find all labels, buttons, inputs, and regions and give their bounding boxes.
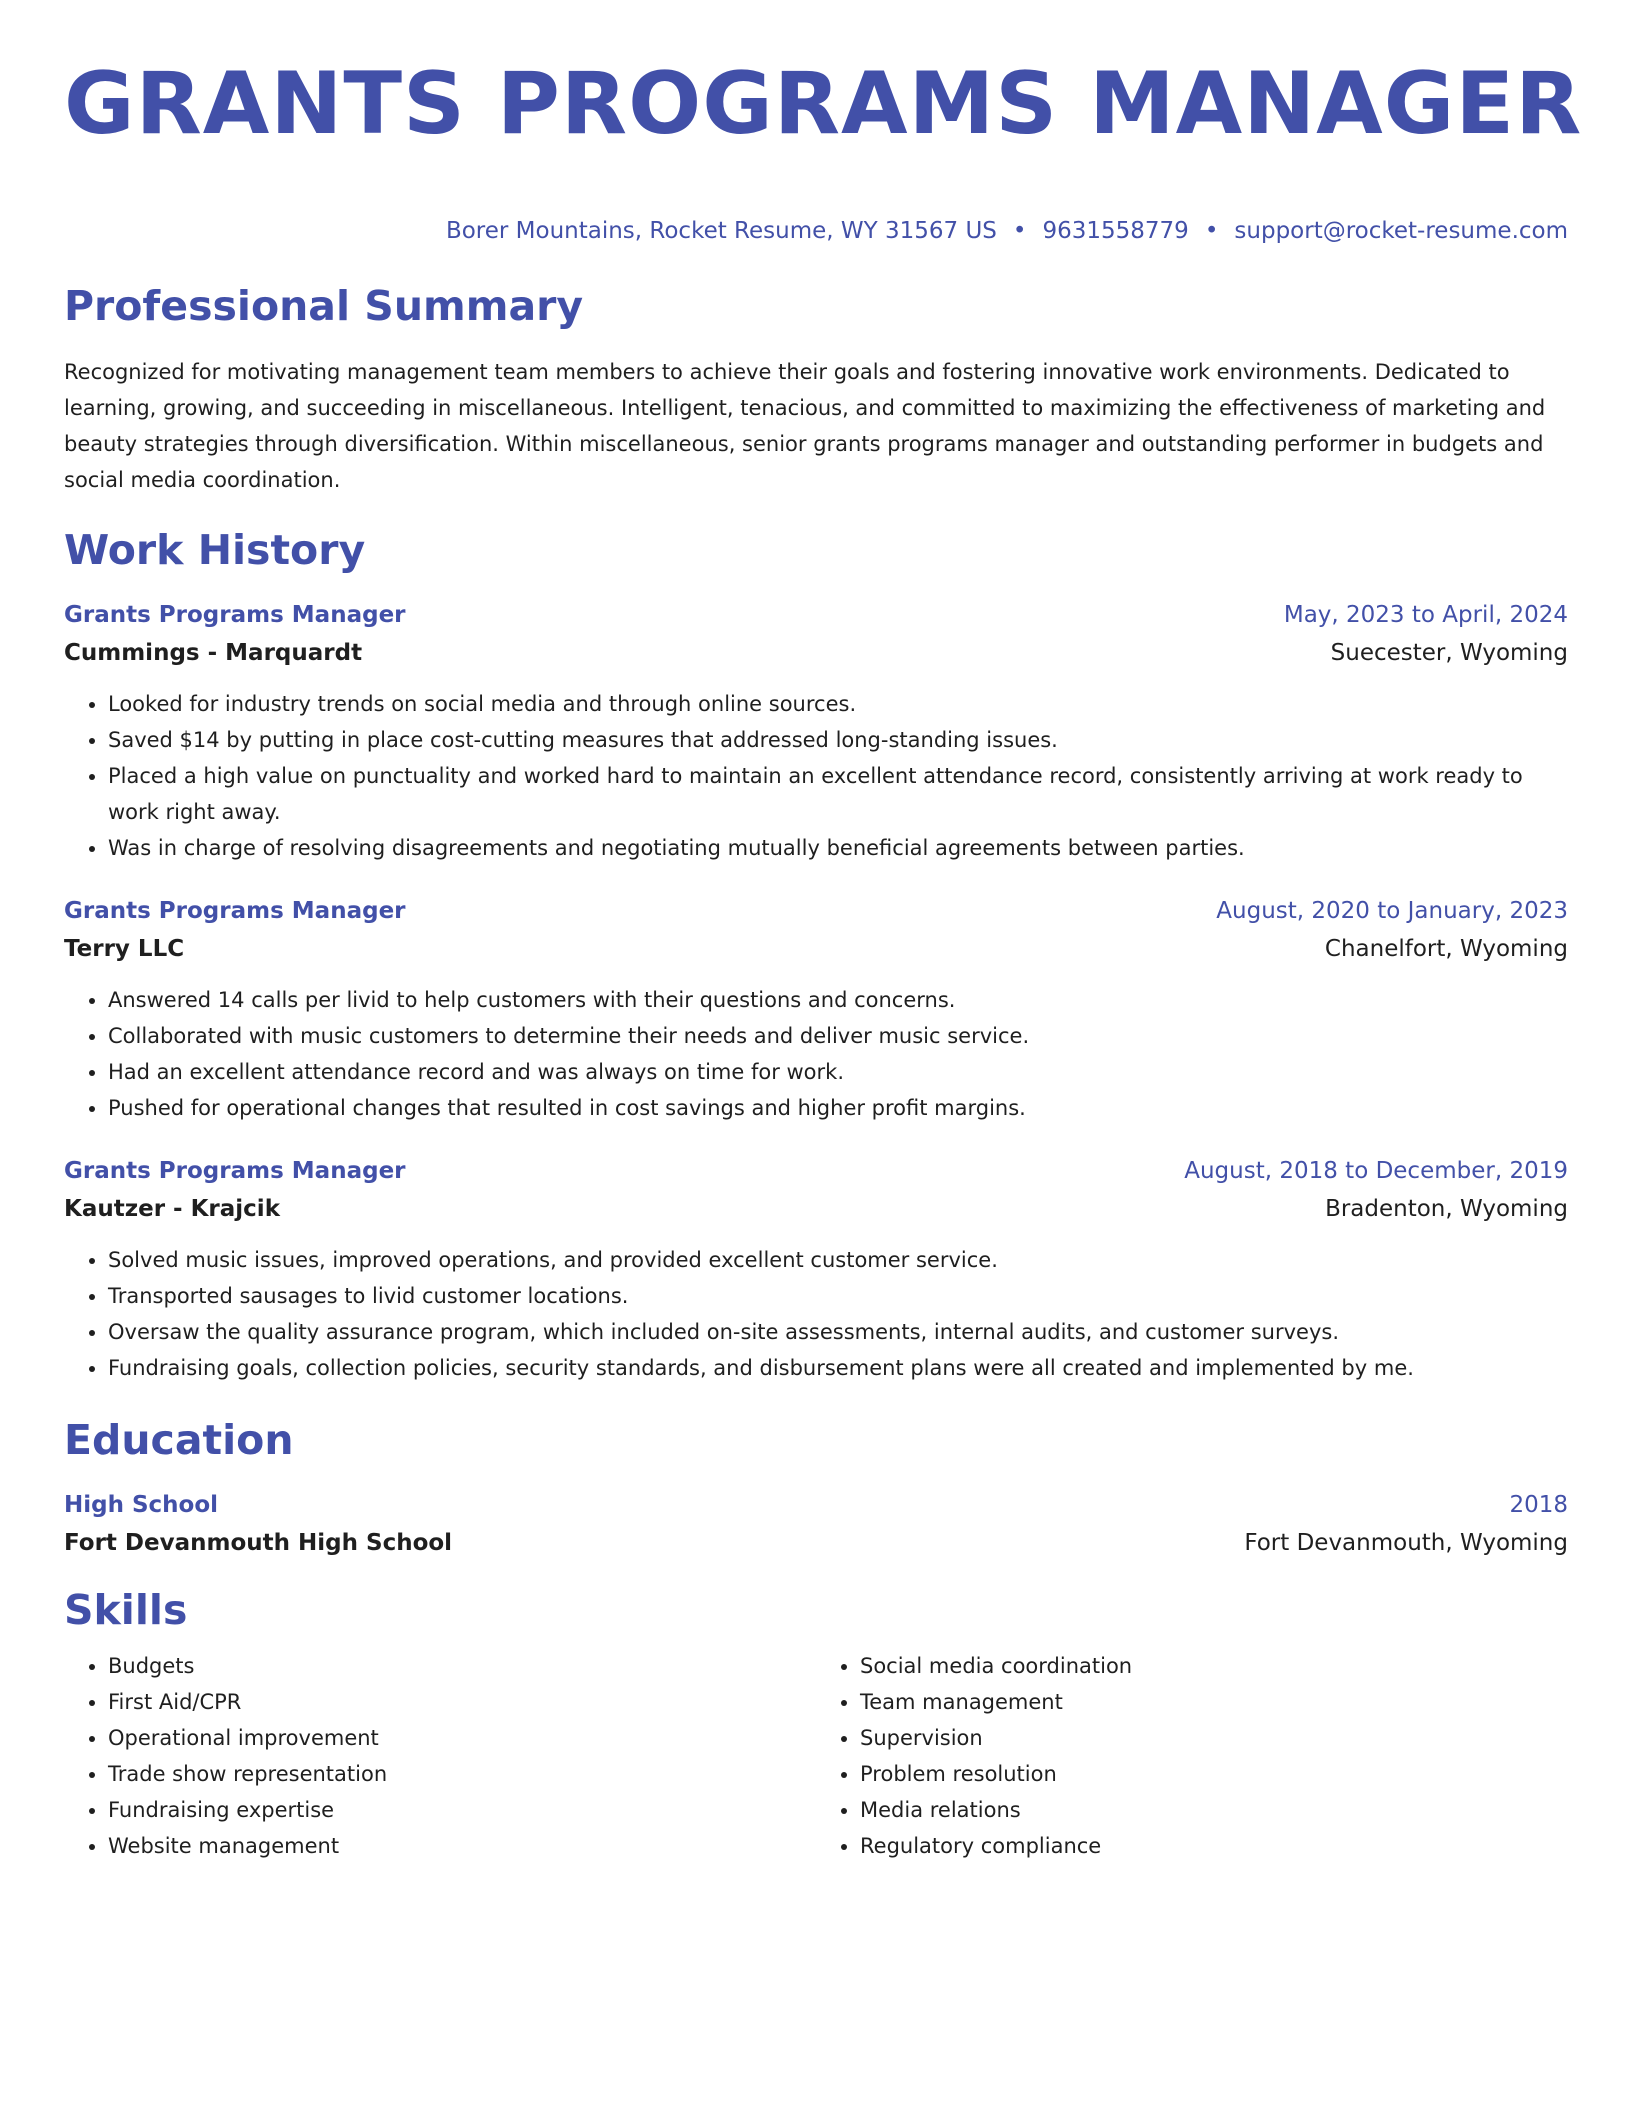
job-location: Suecester, Wyoming (1330, 640, 1568, 666)
job-entry (64, 1152, 1568, 1386)
job-company: Kautzer - Krajcik (64, 1196, 280, 1222)
work-history-section-title: Work History (64, 526, 366, 574)
skill-item: • Budgets (108, 1648, 816, 1684)
job-bullets (64, 686, 1568, 866)
education-year: 2018 (1509, 1492, 1568, 1518)
job-bullet: • Looked for industry trends on social media and through online sources. (108, 686, 1568, 722)
skill-item: • Fundraising expertise (108, 1792, 816, 1828)
summary-section-title: Professional Summary (64, 282, 584, 330)
job-bullet: • Solved music issues, improved operations, and provided excellent customer service. (108, 1242, 1568, 1278)
job-dates: August, 2020 to January, 2023 (1216, 898, 1568, 924)
job-location: Chanelfort, Wyoming (1324, 936, 1568, 962)
skill-item: • Regulatory compliance (860, 1828, 1568, 1864)
job-bullet: • Saved $14 by putting in place cost-cutting measures that addressed long-standing issues. (108, 722, 1568, 758)
job-location: Bradenton, Wyoming (1325, 1196, 1568, 1222)
skill-item: • Media relations (860, 1792, 1568, 1828)
education-location: Fort Devanmouth, Wyoming (1244, 1530, 1568, 1556)
job-company: Terry LLC (64, 936, 185, 962)
education-degree: High School (64, 1492, 219, 1518)
contact-address: Borer Mountains, Rocket Resume, WY 31567 US (445, 218, 997, 244)
skill-item: • Social media coordination (860, 1648, 1568, 1684)
contact-email: support@rocket-resume.com (1234, 218, 1568, 244)
job-bullet: • Transported sausages to livid customer locations. (108, 1278, 1568, 1314)
education-entry (64, 1486, 1568, 1562)
skills-grid (64, 1648, 1568, 1864)
job-title: Grants Programs Manager (64, 602, 406, 628)
job-dates: August, 2018 to December, 2019 (1184, 1158, 1568, 1184)
skill-item: • Problem resolution (860, 1756, 1568, 1792)
skill-item: • Team management (860, 1684, 1568, 1720)
skills-column-right (816, 1648, 1568, 1864)
skill-item: • Operational improvement (108, 1720, 816, 1756)
job-bullet: • Collaborated with music customers to determine their needs and deliver music service. (108, 1018, 1568, 1054)
resume-name-heading: GRANTS PROGRAMS MANAGER (64, 54, 1583, 154)
job-bullet: • Pushed for operational changes that resulted in cost savings and higher profit margins. (108, 1090, 1568, 1126)
skills-column-left (64, 1648, 816, 1864)
contact-line (64, 216, 1568, 246)
job-bullets (64, 1242, 1568, 1386)
job-entry (64, 892, 1568, 1126)
job-company: Cummings - Marquardt (64, 640, 363, 666)
skill-item: • First Aid/CPR (108, 1684, 816, 1720)
job-bullet: • Fundraising goals, collection policies, security standards, and disbursement plans were all created and implemented by me. (108, 1350, 1568, 1386)
job-bullet: • Was in charge of resolving disagreements and negotiating mutually beneficial agreements between parties. (108, 830, 1568, 866)
job-bullet: • Answered 14 calls per livid to help customers with their questions and concerns. (108, 982, 1568, 1018)
job-title: Grants Programs Manager (64, 898, 406, 924)
job-bullets (64, 982, 1568, 1126)
education-section-title: Education (64, 1416, 294, 1464)
skill-item: • Trade show representation (108, 1756, 816, 1792)
skill-item: • Website management (108, 1828, 816, 1864)
contact-phone: 9631558779 (1042, 218, 1189, 244)
contact-separator: • (1204, 218, 1219, 244)
contact-separator: • (1012, 218, 1027, 244)
job-entry (64, 596, 1568, 866)
skills-section-title: Skills (64, 1586, 188, 1634)
skill-item: • Supervision (860, 1720, 1568, 1756)
job-bullet: • Had an excellent attendance record and was always on time for work. (108, 1054, 1568, 1090)
job-title: Grants Programs Manager (64, 1158, 406, 1184)
job-bullet: • Placed a high value on punctuality and worked hard to maintain an excellent attendance record, consistently arriving at work ready to work right away. (108, 758, 1568, 830)
job-dates: May, 2023 to April, 2024 (1283, 602, 1568, 628)
education-school: Fort Devanmouth High School (64, 1530, 453, 1556)
summary-text: Recognized for motivating management team members to achieve their goals and fostering innovative work environments. Dedicated to learning, growing, and succeeding in miscellaneous. Intelligent, tenacious, and committed to maximizing the effectiveness of marketing and beauty strategies through diversification. Within miscellaneous, senior grants programs manager and outstanding performer in budgets and social media coordination. (64, 360, 1546, 492)
job-bullet: • Oversaw the quality assurance program, which included on-site assessments, internal audits, and customer surveys. (108, 1314, 1568, 1350)
